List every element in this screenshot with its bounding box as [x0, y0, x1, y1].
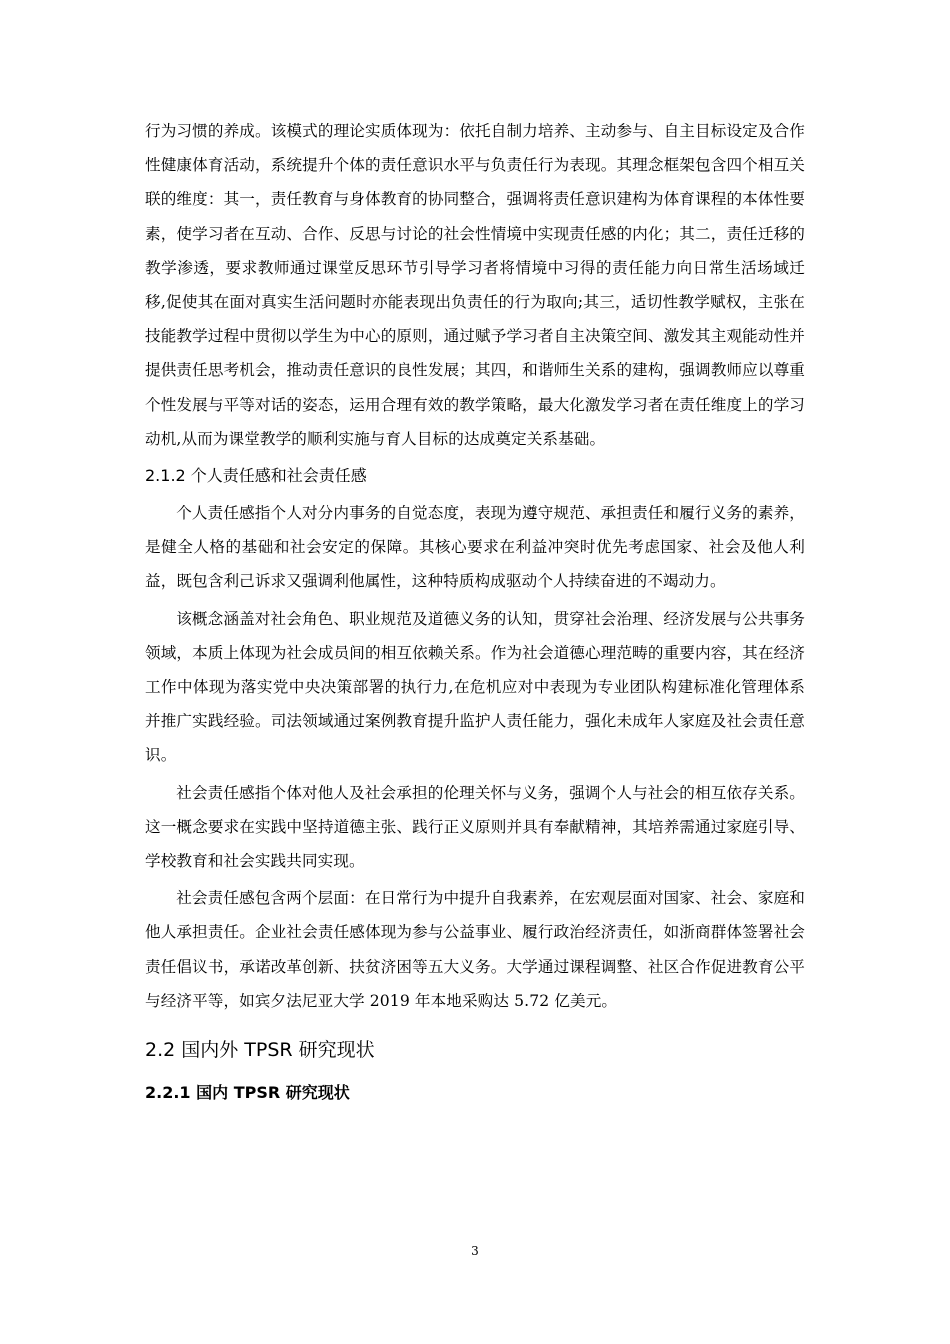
- paragraph-continued: 行为习惯的养成。该模式的理论实质体现为：依托自制力培养、主动参与、自主目标设定及合作性健康体育活动，系统提升个体的责任意识水平与负责任行为表现。其理念框架包含四个相互关联的维度：其一，责任教育与身体教育的协同整合，强调将责任意识建构为体育课程的本体性要素，使学习者在互动、合作、反思与讨论的社会性情境中实现责任感的内化；其二，责任迁移的教学渗透，要求教师通过课堂反思环节引导学习者将情境中习得的责任能力向日常生活场域迁移,促使其在面对真实生活问题时亦能表现出负责任的行为取向;其三，适切性教学赋权，主张在技能教学过程中贯彻以学生为中心的原则，通过赋予学习者自主决策空间、激发其主观能动性并提供责任思考机会，推动责任意识的良性发展；其四，和谐师生关系的建构，强调教师应以尊重个性发展与平等对话的姿态，运用合理有效的教学策略，最大化激发学习者在责任维度上的学习动机,从而为课堂教学的顺利实施与育人目标的达成奠定关系基础。: [145, 122, 805, 448]
- section-heading-2-1-2: 2.1.2 个人责任感和社会责任感: [145, 466, 367, 486]
- page-content: [145, 114, 805, 1110]
- page-number: 3: [471, 1244, 479, 1258]
- paragraph: 该概念涵盖对社会角色、职业规范及道德义务的认知，贯穿社会治理、经济发展与公共事务领域，本质上体现为社会成员间的相互依赖关系。作为社会道德心理范畴的重要内容，其在经济工作中体现为落实党中央决策部署的执行力,在危机应对中表现为专业团队构建标准化管理体系并推广实践经验。司法领域通过案例教育提升监护人责任能力，强化未成年人家庭及社会责任意识。: [145, 609, 805, 765]
- section-heading-2-2-1: 2.2.1 国内 TPSR 研究现状: [145, 1083, 350, 1103]
- section-heading-2-2: 2.2 国内外 TPSR 研究现状: [145, 1039, 375, 1062]
- paragraph: 社会责任感指个体对他人及社会承担的伦理关怀与义务，强调个人与社会的相互依存关系。这一概念要求在实践中坚持道德主张、践行正义原则并具有奉献精神，其培养需通过家庭引导、学校教育和社会实践共同实现。: [145, 783, 805, 871]
- paragraph: 社会责任感包含两个层面：在日常行为中提升自我素养，在宏观层面对国家、社会、家庭和他人承担责任。企业社会责任感体现为参与公益事业、履行政治经济责任，如浙商群体签署社会责任倡议书，承诺改革创新、扶贫济困等五大义务。大学通过课程调整、社区合作促进教育公平与经济平等，如宾夕法尼亚大学 2019 年本地采购达 5.72 亿美元。: [145, 889, 805, 1010]
- paragraph: 个人责任感指个人对分内事务的自觉态度，表现为遵守规范、承担责任和履行义务的素养，是健全人格的基础和社会安定的保障。其核心要求在利益冲突时优先考虑国家、社会及他人利益，既包含利己诉求又强调利他属性，这种特质构成驱动个人持续奋进的不竭动力。: [145, 504, 805, 591]
